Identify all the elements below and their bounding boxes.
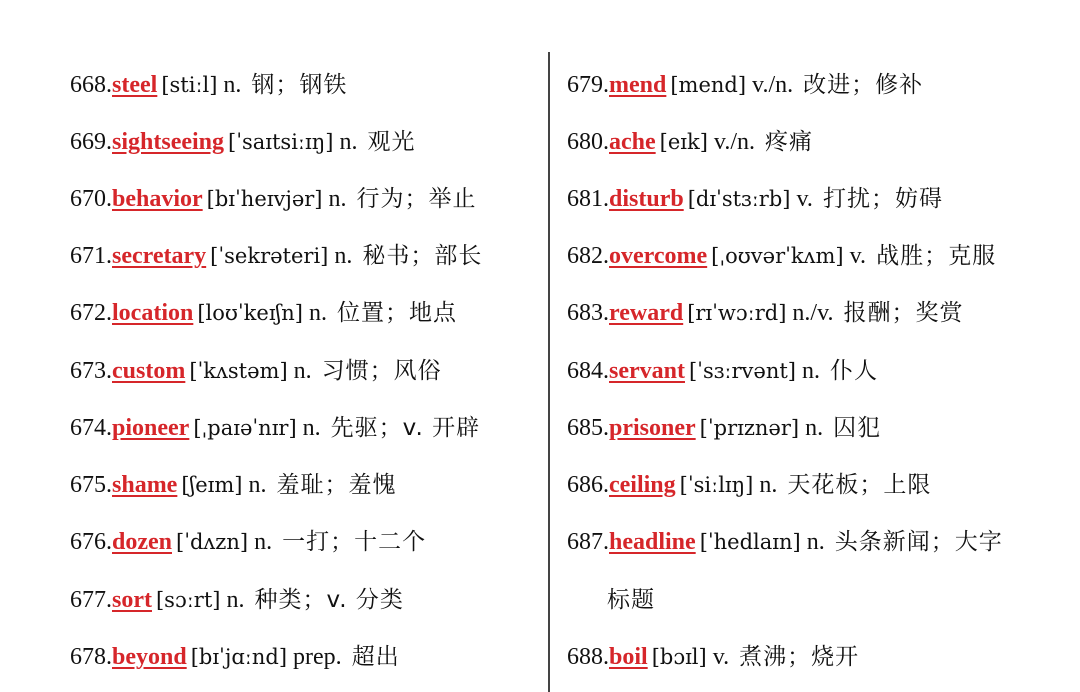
definition-continuation: 标题 — [607, 587, 655, 613]
vocab-word: behavior — [112, 186, 203, 212]
column-divider — [548, 52, 550, 692]
vocab-word: sort — [112, 587, 152, 613]
vocab-entry: 684.servant [ˈsɜːrvənt] n. 仆人 — [567, 358, 878, 384]
vocab-entry: 682.overcome [ˌoʊvərˈkʌm] v. 战胜；克服 — [567, 243, 997, 269]
vocab-entry: 668.steel [stiːl] n. 钢；钢铁 — [70, 72, 348, 98]
vocab-word: dozen — [112, 529, 172, 555]
vocab-entry: 676.dozen [ˈdʌzn] n. 一打；十二个 — [70, 529, 427, 555]
vocab-word: steel — [112, 72, 158, 98]
vocab-entry: 670.behavior [bɪˈheɪvjər] n. 行为；举止 — [70, 186, 477, 212]
vocab-word: disturb — [609, 186, 684, 212]
vocab-word: custom — [112, 358, 186, 384]
vocab-word: mend — [609, 72, 667, 98]
vocab-entry: 681.disturb [dɪˈstɜːrb] v. 打扰；妨碍 — [567, 186, 943, 212]
vocab-entry: 687.headline [ˈhedlaɪn] n. 头条新闻；大字 — [567, 529, 1003, 555]
vocab-word: reward — [609, 300, 684, 326]
vocab-word: shame — [112, 472, 178, 498]
vocab-entry: 669.sightseeing [ˈsaɪtsiːɪŋ] n. 观光 — [70, 129, 416, 155]
vocab-entry: 688.boil [bɔɪl] v. 煮沸；烧开 — [567, 644, 860, 670]
vocab-entry: 675.shame [ʃeɪm] n. 羞耻；羞愧 — [70, 472, 397, 498]
vocab-word: boil — [609, 644, 648, 670]
vocab-word: headline — [609, 529, 696, 555]
vocab-entry: 685.prisoner [ˈprɪznər] n. 囚犯 — [567, 415, 882, 441]
vocab-word: beyond — [112, 644, 187, 670]
vocab-entry: 677.sort [sɔːrt] n. 种类；v. 分类 — [70, 587, 404, 613]
vocab-entry: 673.custom [ˈkʌstəm] n. 习惯；风俗 — [70, 358, 442, 384]
vocab-entry: 686.ceiling [ˈsiːlɪŋ] n. 天花板；上限 — [567, 472, 932, 498]
vocab-word: overcome — [609, 243, 708, 269]
vocab-entry: 683.reward [rɪˈwɔːrd] n./v. 报酬；奖赏 — [567, 300, 964, 326]
vocab-entry: 674.pioneer [ˌpaɪəˈnɪr] n. 先驱；v. 开辟 — [70, 415, 481, 441]
vocab-word: prisoner — [609, 415, 696, 441]
vocab-word: ceiling — [609, 472, 676, 498]
vocab-entry: 672.location [loʊˈkeɪʃn] n. 位置；地点 — [70, 300, 457, 326]
vocab-word: ache — [609, 129, 656, 155]
vocab-entry: 671.secretary [ˈsekrəteri] n. 秘书；部长 — [70, 243, 483, 269]
vocab-word: pioneer — [112, 415, 190, 441]
vocab-word: location — [112, 300, 194, 326]
vocab-word: servant — [609, 358, 685, 384]
vocab-word: secretary — [112, 243, 207, 269]
vocab-entry: 679.mend [mend] v./n. 改进；修补 — [567, 72, 924, 98]
vocab-entry: 680.ache [eɪk] v./n. 疼痛 — [567, 129, 814, 155]
vocab-entry: 678.beyond [bɪˈjɑːnd] prep. 超出 — [70, 644, 400, 670]
vocab-word: sightseeing — [112, 129, 225, 155]
